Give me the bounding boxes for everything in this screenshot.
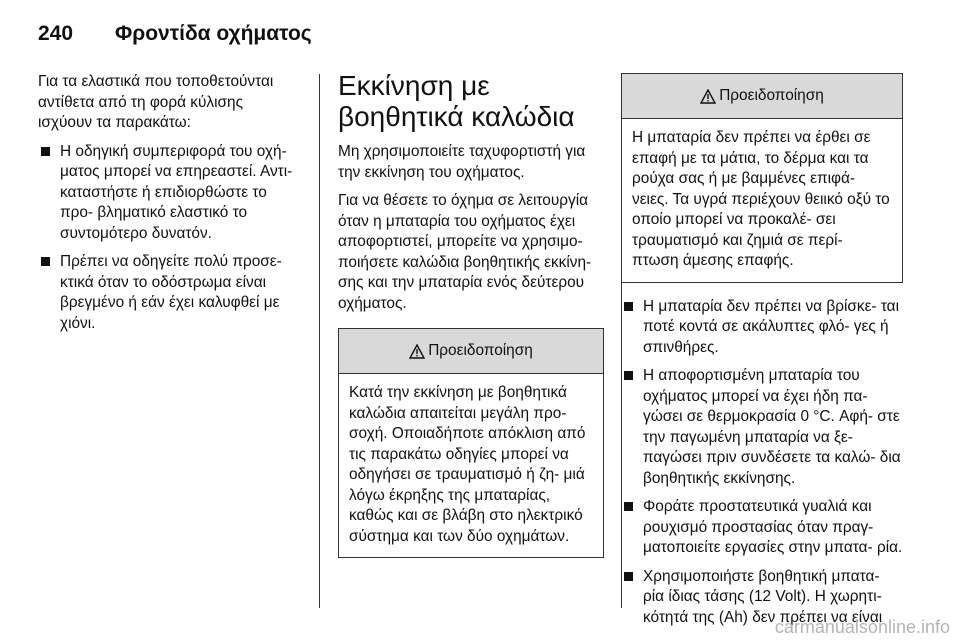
warning-box — [338, 328, 604, 558]
bullet-square-icon — [624, 572, 633, 581]
section-heading: Εκκίνηση με βοηθητικά καλώδια — [338, 70, 575, 132]
intro-text: Για τα ελαστικά που τοποθετούνται αντίθετα από τη φορά κύλισης ισχύουν τα παρακάτω: — [38, 73, 274, 131]
page-title: Φροντίδα οχήματος — [115, 22, 312, 45]
warning-header — [339, 329, 603, 374]
list-item-text: Χρησιμοποιήστε βοηθητική μπατα- ρία ίδιας τάσης (12 Volt). Η χωρητι- κότητά της (Ah) δεν πρέπει να είναι — [643, 567, 883, 626]
warning-triangle-icon — [409, 344, 425, 359]
warning-triangle-icon — [700, 89, 716, 104]
list-item-text: Η μπαταρία δεν πρέπει να βρίσκε- ται ποτέ κοντά σε ακάλυπτες φλό- γες ή σπινθήρες. — [643, 297, 900, 356]
list-item-text: Η αποφορτισμένη μπαταρία του οχήματος μπορεί να έχει ήδη πα- γώσει σε θερμοκρασία 0 °C. Αφή- στε την παγωμένη μπαταρία να ξε- παγώσει πριν συνδέσετε τα καλώ- δια βοηθητικής εκκίνησης. — [643, 367, 901, 487]
list-item-text: Φοράτε προστατευτικά γυαλιά και ρουχισμό προστασίας όταν πραγ- ματοποιείτε εργασίες στην μπατα- ρία. — [643, 498, 903, 556]
page-header — [38, 14, 312, 54]
list-item — [621, 497, 903, 559]
column-divider-left — [319, 74, 320, 608]
column-3 — [621, 72, 903, 636]
column-2 — [338, 72, 604, 572]
list-item — [621, 366, 903, 489]
paragraph-charger: Μη χρησιμοποιείτε ταχυφορτιστή για την εκκίνηση του οχήματος. — [338, 143, 586, 181]
warning-title: Προειδοποίηση — [719, 86, 824, 104]
warning-text: Η μπαταρία δεν πρέπει να έρθει σε επαφή με τα μάτια, το δέρμα και τα ρούχα σας ή με βαμμένες επιφά- νειες. Τα υγρά περιέχουν θειικό οξύ το οποίο μπορεί να προκαλέ- σει τραυματισμό και ζημιά σε περί- πτωση άμεσης επαφής. — [632, 129, 890, 269]
bullet-square-icon — [41, 257, 50, 266]
list-item-text: Η οδηγική συμπεριφορά του οχή- ματος μπορεί να επηρεαστεί. Αντι- καταστήστε ή επιδιορθώστε το προ- βληματικό ελαστικό το συντομότερο δυνατόν. — [60, 142, 293, 242]
warning-title: Προειδοποίηση — [428, 341, 533, 359]
list-item — [38, 142, 300, 245]
bullet-square-icon — [41, 147, 50, 156]
list-item-text: Πρέπει να οδηγείτε πολύ προσε- κτικά όταν το οδόστρωμα είναι βρεγμένο ή εάν έχει καλυφθεί με χιόνι. — [60, 253, 282, 332]
warning-header — [622, 74, 902, 119]
bullet-square-icon — [624, 502, 633, 511]
bullet-square-icon — [624, 302, 633, 311]
paragraph-jump-start: Για να θέσετε το όχημα σε λειτουργία όταν η μπαταρία του οχήματος έχει αποφορτιστεί, μπορείτε να χρησιμο- ποιήσετε καλώδια βοηθητικής εκκίνη- σης και την μπαταρία ενός δεύτερου οχήματος. — [338, 192, 592, 312]
battery-bullet-list — [621, 297, 903, 629]
tire-bullet-list — [38, 142, 300, 335]
warning-box — [621, 73, 903, 283]
page-number: 240 — [38, 22, 74, 45]
list-item — [38, 252, 300, 334]
watermark: carmanualsonline.info — [774, 617, 950, 637]
list-item — [621, 297, 903, 359]
column-1 — [38, 72, 300, 342]
warning-text: Κατά την εκκίνηση με βοηθητικά καλώδια απαιτείται μεγάλη προ- σοχή. Οποιαδήποτε απόκλιση από τις παρακάτω οδηγίες μπορεί να οδηγήσει σε τραυματισμό ή ζη- μιά λόγω έκρηξης της μπαταρίας, καθώς και σε βλάβη στο ηλεκτρικό σύστημα και των δύο οχημάτων. — [349, 384, 586, 545]
bullet-square-icon — [624, 371, 633, 380]
